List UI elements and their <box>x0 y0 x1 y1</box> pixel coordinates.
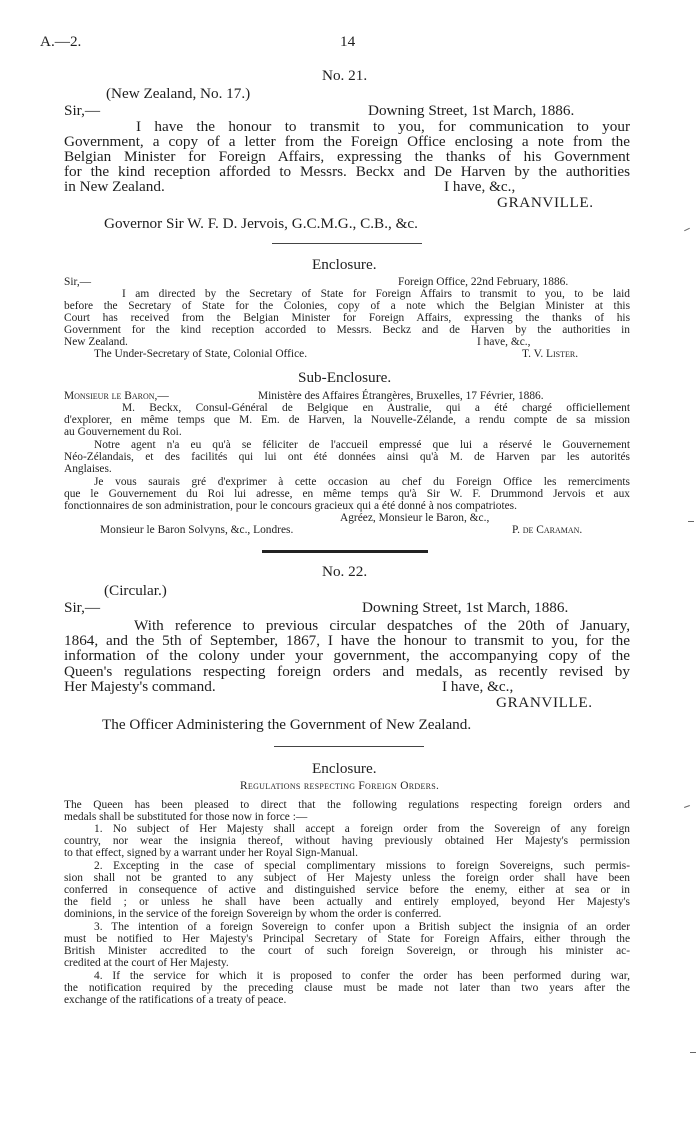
body-line: Belgian Minister for Foreign Affairs, expressing the thanks of his Government <box>64 149 630 165</box>
section-divider <box>262 550 428 553</box>
salutation: Sir,— <box>64 102 101 119</box>
regulation-line: sion shall not be granted to any subject of Her Majesty unless the foreign order shall have been <box>64 872 630 884</box>
regulation-line: British Minister accredited to the court of such foreign Sovereign, or through his minister ac- <box>64 945 630 957</box>
signature: P. de Caraman. <box>512 524 583 536</box>
regulation-line: must be notified to Her Majesty's Principal Secretary of State for Foreign Affairs, either through the <box>64 933 630 945</box>
salutation: Monsieur le Baron,— <box>64 390 169 402</box>
body-line: Her Majesty's command. <box>64 678 216 695</box>
body-line: Government for the kind reception accorded to Messrs. Beckz and de Harven by the authorities in <box>64 324 630 336</box>
regulation-line: the notification required by the preceding clause must be made not later than two years after the <box>64 982 630 994</box>
salutation: Sir,— <box>64 599 101 616</box>
margin-mark <box>684 228 690 231</box>
addressee: Monsieur le Baron Solvyns, &c., Londres. <box>100 524 294 536</box>
margin-mark <box>684 805 690 808</box>
regulation-line: 3. The intention of a foreign Sovereign to confer upon a British subject the insignia of an order <box>94 921 630 933</box>
addressee: Governor Sir W. F. D. Jervois, G.C.M.G., C.B., &c. <box>104 215 418 232</box>
place-date: Ministère des Affaires Étrangères, Bruxelles, 17 Février, 1886. <box>258 390 544 402</box>
regulation-line: exchange of the ratifications of a treaty of peace. <box>64 994 287 1006</box>
body-line: Notre agent n'a eu qu'à se féliciter de l'accueil empressé que lui a réservé le Gouvernement <box>94 439 630 451</box>
enclosure-title: Enclosure. <box>312 256 377 273</box>
salutation: Sir,— <box>64 276 92 288</box>
addressee: The Under-Secretary of State, Colonial Office. <box>94 348 308 360</box>
body-line: au Gouvernement du Roi. <box>64 426 182 438</box>
body-line: New Zealand. <box>64 336 128 348</box>
body-line: With reference to previous circular despatches of the 20th of January, <box>134 618 630 634</box>
body-line: before the Secretary of State for the Colonies, copy of a note which the Belgian Minister at this <box>64 300 630 312</box>
closing: I have, &c., <box>477 336 531 348</box>
body-line: Néo-Zélandais, et des facilités qui lui ont été données ainsi qu'à M. de Harven par les autorités <box>64 451 630 463</box>
body-line: I am directed by the Secretary of State for Foreign Affairs to transmit to you, to be laid <box>122 288 630 300</box>
body-line: Anglaises. <box>64 463 112 475</box>
margin-mark <box>690 1052 696 1053</box>
closing: I have, &c., <box>442 678 514 695</box>
signature: T. V. Lister. <box>522 348 579 360</box>
regulation-line: 1. No subject of Her Majesty shall accept a foreign order from the Sovereign of any foreign <box>94 823 630 835</box>
body-line: M. Beckx, Consul-Général de Belgique en Australie, qui a été chargé officiellement <box>122 402 630 414</box>
body-line: 1864, and the 5th of September, 1867, I have the honour to transmit to you, for the <box>64 633 630 649</box>
place-date: Downing Street, 1st March, 1886. <box>368 102 575 119</box>
addressee: The Officer Administering the Government of New Zealand. <box>102 716 472 733</box>
despatch-number-22: No. 22. <box>322 563 368 580</box>
body-line: Government, a copy of a letter from the Foreign Office enclosing a note from the <box>64 134 630 150</box>
body-line: information of the colony under your government, the accompanying copy of the <box>64 648 630 664</box>
body-line: d'explorer, en même temps que M. Em. de Harven, la Nouvelle-Zélande, a rendu compte de sa mission <box>64 414 630 426</box>
place-date: Foreign Office, 22nd February, 1886. <box>398 276 569 288</box>
body-line: Je vous saurais gré d'exprimer à cette occasion au chef du Foreign Office les remerciments <box>94 476 630 488</box>
despatch-reference: (New Zealand, No. 17.) <box>106 85 251 102</box>
section-divider <box>272 243 422 244</box>
despatch-number-21: No. 21. <box>322 67 368 84</box>
enclosure-subtitle: Regulations respecting Foreign Orders. <box>240 780 440 792</box>
enclosure-title: Enclosure. <box>312 760 377 777</box>
body-line: Court has received from the Belgian Minister for Foreign Affairs, expressing the thanks of his <box>64 312 630 324</box>
signature: GRANVILLE. <box>497 194 594 211</box>
document-reference: A.—2. <box>40 33 82 50</box>
regulation-line: country, nor wear the insignia thereof, without having previously obtained Her Majesty's permission <box>64 835 630 847</box>
subenclosure-title: Sub-Enclosure. <box>298 369 392 386</box>
margin-mark <box>688 521 694 522</box>
regulation-line: the field ; or unless he shall have been actually and entirely employed, beyond Her Majesty's <box>64 896 630 908</box>
closing: Agréez, Monsieur le Baron, &c., <box>340 512 490 524</box>
body-line: for the kind reception afforded to Messrs. Beckx and De Harven by the authorities <box>64 164 630 180</box>
regulation-line: 4. If the service for which it is proposed to confer the order has been performed during war, <box>94 970 630 982</box>
section-divider <box>274 746 424 747</box>
body-line: Queen's regulations respecting foreign orders and medals, as recently revised by <box>64 664 630 680</box>
body-line: in New Zealand. <box>64 178 165 195</box>
despatch-reference: (Circular.) <box>104 582 167 599</box>
body-line: fonctionnaires de son administration, pour le concours gracieux qui a été donné à nos compatriotes. <box>64 500 517 512</box>
body-line: I have the honour to transmit to you, for communication to your <box>136 119 630 135</box>
place-date: Downing Street, 1st March, 1886. <box>362 599 569 616</box>
signature: GRANVILLE. <box>496 694 593 711</box>
regulation-line: credited at the court of Her Majesty. <box>64 957 229 969</box>
regulation-line: conferred in consequence of active and distinguished service before the enemy, either at sea or in <box>64 884 630 896</box>
regulation-line: 2. Excepting in the case of special complimentary missions to foreign Sovereigns, such permis- <box>94 860 630 872</box>
body-line: que le Gouvernement du Roi lui adresse, en même temps qu'à Sir W. F. Drummond Jervois et aux <box>64 488 630 500</box>
body-line: medals shall be substituted for those now in force :— <box>64 811 308 823</box>
page-number: 14 <box>340 33 356 50</box>
closing: I have, &c., <box>444 178 516 195</box>
regulation-line: dominions, in the service of the foreign Sovereign by whom the order is conferred. <box>64 908 442 920</box>
body-line: The Queen has been pleased to direct that the following regulations respecting foreign orders and <box>64 799 630 811</box>
regulation-line: to that effect, signed by a warrant under her Royal Sign-Manual. <box>64 847 358 859</box>
